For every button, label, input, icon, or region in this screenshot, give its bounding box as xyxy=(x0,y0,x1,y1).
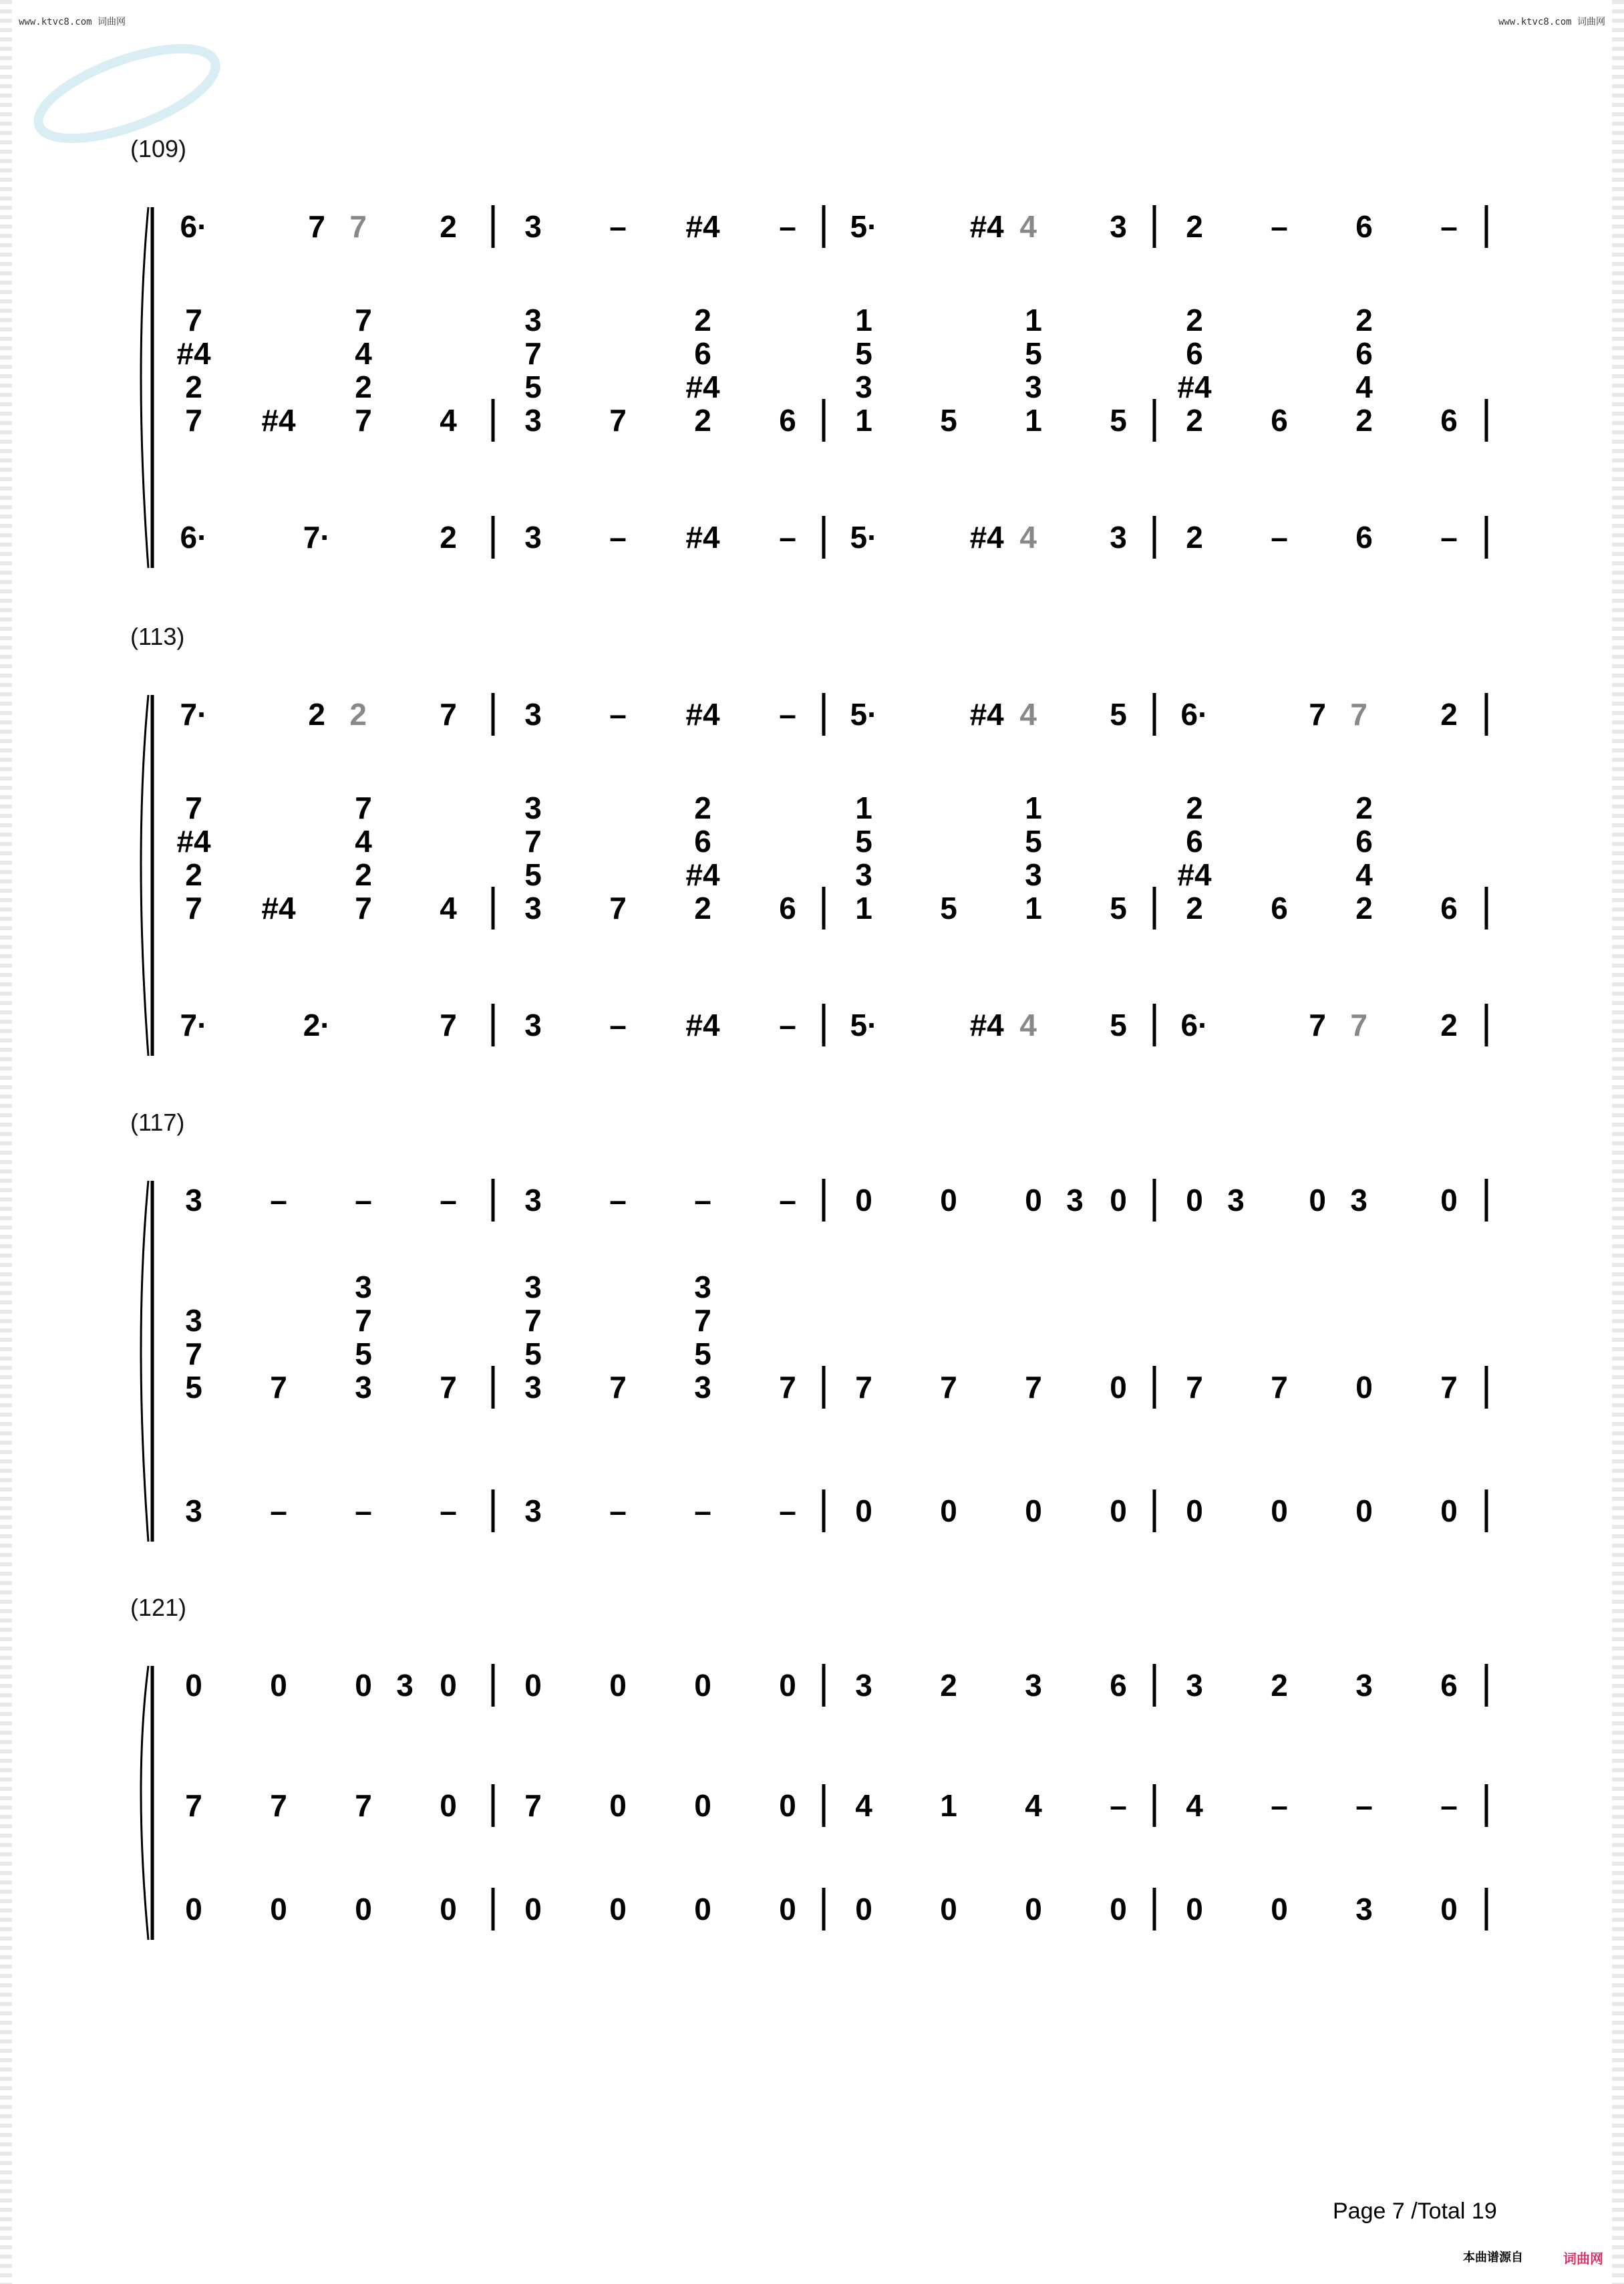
note: 3 xyxy=(1110,520,1127,555)
chord-note: 3 xyxy=(1025,370,1042,404)
chord-note: 5 xyxy=(1025,824,1042,859)
chord-note: 5 xyxy=(524,370,542,404)
note: 0 xyxy=(270,1892,287,1926)
note: 3 xyxy=(185,1493,202,1528)
chord-note: 3 xyxy=(855,370,872,404)
chord-note: 3 xyxy=(524,1270,542,1304)
chord-note: 2 xyxy=(185,370,202,404)
chord-note: 1 xyxy=(1025,791,1042,825)
chord-note: 4 xyxy=(1355,857,1373,892)
note: 5 xyxy=(1110,1008,1127,1042)
note: 2 xyxy=(1440,1008,1458,1042)
note: 4 xyxy=(1025,1788,1042,1823)
note: 7 xyxy=(1350,697,1367,732)
chord-note: 7 xyxy=(524,824,542,859)
chord-note: 3 xyxy=(524,403,542,438)
measure-number: (109) xyxy=(130,135,187,162)
chord-note: 1 xyxy=(1025,891,1042,925)
note: 6 xyxy=(1110,1668,1127,1703)
note: 0 xyxy=(609,1668,627,1703)
note: – xyxy=(1271,209,1288,244)
note: 5· xyxy=(850,520,878,555)
chord-note: 1 xyxy=(1025,303,1042,337)
note: 7 xyxy=(1025,1370,1042,1405)
chord-note: 6 xyxy=(694,336,711,371)
note: 0 xyxy=(355,1668,372,1703)
note: – xyxy=(1271,1788,1288,1823)
note: #4 xyxy=(969,697,1004,732)
note: – xyxy=(1271,520,1288,555)
header-site-right: www.ktvc8.com 词曲网 xyxy=(1498,17,1605,27)
chord-note: #4 xyxy=(1177,370,1212,404)
note: 3 xyxy=(1110,209,1127,244)
note: 2 xyxy=(1440,697,1458,732)
note: 7 xyxy=(440,697,457,732)
note: – xyxy=(609,1008,627,1042)
note: 2 xyxy=(1186,209,1203,244)
note: #4 xyxy=(685,697,720,732)
note: 0 xyxy=(440,1668,457,1703)
chord-note: 2 xyxy=(1186,791,1203,825)
note: – xyxy=(609,1183,627,1218)
note: #4 xyxy=(261,403,296,438)
system-brace xyxy=(141,1181,148,1542)
note: 0 xyxy=(440,1788,457,1823)
chord-note: 5 xyxy=(855,824,872,859)
note: – xyxy=(694,1493,711,1528)
note: 0 xyxy=(1186,1493,1203,1528)
note: 6 xyxy=(1271,403,1288,438)
note: 2 xyxy=(1271,1668,1288,1703)
chord-note: 7 xyxy=(355,403,372,438)
chord-note: 3 xyxy=(694,1270,711,1304)
note: – xyxy=(609,697,627,732)
note: 7 xyxy=(1309,1008,1326,1042)
chord-note: 2 xyxy=(694,403,711,438)
note: – xyxy=(355,1493,372,1528)
note: – xyxy=(779,1008,796,1042)
note: 0 xyxy=(1025,1183,1042,1218)
note: 3 xyxy=(524,697,542,732)
chord-note: 6 xyxy=(1355,336,1373,371)
chord-note: #4 xyxy=(1177,857,1212,892)
note: – xyxy=(1110,1788,1127,1823)
note: #4 xyxy=(685,1008,720,1042)
chord-note: 7 xyxy=(355,791,372,825)
note: 0 xyxy=(1440,1493,1458,1528)
note: 4 xyxy=(1019,1008,1037,1042)
note: 0 xyxy=(940,1183,957,1218)
note: 6 xyxy=(1440,891,1458,925)
note: 3 xyxy=(524,520,542,555)
chord-note: 2 xyxy=(1355,403,1373,438)
note: 0 xyxy=(609,1788,627,1823)
chord-note: 5 xyxy=(694,1336,711,1371)
note: 0 xyxy=(779,1668,796,1703)
chord-note: 2 xyxy=(185,857,202,892)
chord-note: 7 xyxy=(524,1303,542,1338)
note: 6· xyxy=(1180,1008,1208,1042)
chord-note: 5 xyxy=(1025,336,1042,371)
note: 3 xyxy=(1350,1183,1367,1218)
chord-note: 2 xyxy=(1186,403,1203,438)
chord-note: 7 xyxy=(185,1336,202,1371)
chord-note: 5 xyxy=(855,336,872,371)
note: 7· xyxy=(303,520,331,555)
note: 0 xyxy=(1186,1892,1203,1926)
note: 3 xyxy=(396,1668,414,1703)
note: 0 xyxy=(1025,1892,1042,1926)
note: 3 xyxy=(855,1668,872,1703)
note: 0 xyxy=(609,1892,627,1926)
note: 7· xyxy=(180,697,208,732)
note: 0 xyxy=(779,1788,796,1823)
note: 4 xyxy=(855,1788,872,1823)
measure-number: (117) xyxy=(130,1109,185,1136)
chord-note: 1 xyxy=(855,791,872,825)
chord-note: #4 xyxy=(685,370,720,404)
note: 7 xyxy=(1440,1370,1458,1405)
note: 3 xyxy=(1355,1668,1373,1703)
chord-note: 3 xyxy=(1025,857,1042,892)
system-brace xyxy=(141,1666,148,1940)
note: 6· xyxy=(180,520,208,555)
note: 3 xyxy=(524,1493,542,1528)
chord-note: 7 xyxy=(355,891,372,925)
note: 0 xyxy=(524,1892,542,1926)
chord-note: 1 xyxy=(855,303,872,337)
note: 3 xyxy=(524,1008,542,1042)
chord-note: 1 xyxy=(855,403,872,438)
note: 4 xyxy=(1186,1788,1203,1823)
note: #4 xyxy=(969,209,1004,244)
note: 2 xyxy=(349,697,367,732)
chord-note: 2 xyxy=(355,857,372,892)
note: 3 xyxy=(1355,1892,1373,1926)
note: 0 xyxy=(1186,1183,1203,1218)
note: 0 xyxy=(1440,1183,1458,1218)
note: 5 xyxy=(1110,891,1127,925)
note: 1 xyxy=(940,1788,957,1823)
chord-note: 3 xyxy=(524,1370,542,1405)
note: 7 xyxy=(1350,1008,1367,1042)
chord-note: 5 xyxy=(524,1336,542,1371)
note: 3 xyxy=(524,209,542,244)
note: 0 xyxy=(1271,1892,1288,1926)
note: – xyxy=(440,1183,457,1218)
note: 6· xyxy=(180,209,208,244)
chord-note: 5 xyxy=(524,857,542,892)
chord-note: 3 xyxy=(524,303,542,337)
chord-note: 2 xyxy=(694,891,711,925)
note: 7 xyxy=(355,1788,372,1823)
chord-note: 6 xyxy=(694,824,711,859)
note: 0 xyxy=(185,1892,202,1926)
note: 7 xyxy=(185,1788,202,1823)
note: 3 xyxy=(524,1183,542,1218)
note: 0 xyxy=(940,1493,957,1528)
chord-note: 2 xyxy=(1355,791,1373,825)
note: – xyxy=(609,1493,627,1528)
note: 6 xyxy=(1440,1668,1458,1703)
note: 0 xyxy=(1271,1493,1288,1528)
note: 4 xyxy=(440,891,457,925)
note: 2 xyxy=(440,209,457,244)
chord-note: 7 xyxy=(185,303,202,337)
note: 3 xyxy=(185,1183,202,1218)
chord-note: 5 xyxy=(185,1370,202,1405)
chord-note: 3 xyxy=(524,791,542,825)
chord-note: 4 xyxy=(355,824,372,859)
note: 6 xyxy=(1355,209,1373,244)
note: 7 xyxy=(440,1370,457,1405)
chord-note: 2 xyxy=(1355,891,1373,925)
note: 0 xyxy=(185,1668,202,1703)
header-site-left: www.ktvc8.com 词曲网 xyxy=(19,17,126,27)
chord-note: 1 xyxy=(855,891,872,925)
note: 0 xyxy=(270,1668,287,1703)
chord-note: 3 xyxy=(694,1370,711,1405)
note: 4 xyxy=(1019,209,1037,244)
note: 2· xyxy=(303,1008,331,1042)
source-prefix: 本曲谱源自 xyxy=(1463,2251,1523,2264)
note: 7 xyxy=(609,1370,627,1405)
chord-note: 3 xyxy=(355,1270,372,1304)
note: – xyxy=(440,1493,457,1528)
chord-note: 3 xyxy=(355,1370,372,1405)
note: – xyxy=(779,209,796,244)
chord-note: 2 xyxy=(694,791,711,825)
note: – xyxy=(694,1183,711,1218)
chord-note: 2 xyxy=(1186,891,1203,925)
chord-note: #4 xyxy=(685,857,720,892)
note: 7 xyxy=(349,209,367,244)
chord-note: 2 xyxy=(355,370,372,404)
note: – xyxy=(779,697,796,732)
note: – xyxy=(609,520,627,555)
chord-note: 3 xyxy=(855,857,872,892)
note: 4 xyxy=(1019,697,1037,732)
note: 0 xyxy=(855,1493,872,1528)
note: 2 xyxy=(940,1668,957,1703)
note: 0 xyxy=(1110,1892,1127,1926)
note: 0 xyxy=(1110,1370,1127,1405)
note: 0 xyxy=(855,1892,872,1926)
chord-note: 6 xyxy=(1186,336,1203,371)
note: 3 xyxy=(1066,1183,1084,1218)
chord-note: 7 xyxy=(694,1303,711,1338)
note: 4 xyxy=(440,403,457,438)
note: 7 xyxy=(609,891,627,925)
page-indicator: Page 7 /Total 19 xyxy=(1333,2198,1497,2224)
note: 5· xyxy=(850,1008,878,1042)
note: 7 xyxy=(779,1370,796,1405)
note: 0 xyxy=(694,1668,711,1703)
note: – xyxy=(270,1493,287,1528)
note: 0 xyxy=(940,1892,957,1926)
chord-note: 4 xyxy=(1355,370,1373,404)
note: – xyxy=(270,1183,287,1218)
note: – xyxy=(1355,1788,1373,1823)
note: 7· xyxy=(180,1008,208,1042)
note: 0 xyxy=(1355,1370,1373,1405)
note: 0 xyxy=(694,1892,711,1926)
note: 0 xyxy=(779,1892,796,1926)
note: 2 xyxy=(1186,520,1203,555)
source-brand: 词曲网 xyxy=(1563,2252,1603,2267)
note: #4 xyxy=(685,209,720,244)
note: 5 xyxy=(1110,697,1127,732)
note: 0 xyxy=(1025,1493,1042,1528)
chord-note: 6 xyxy=(1355,824,1373,859)
note: 5· xyxy=(850,697,878,732)
note: 6 xyxy=(779,891,796,925)
note: 5 xyxy=(1110,403,1127,438)
note: 3 xyxy=(1227,1183,1245,1218)
note: 4 xyxy=(1019,520,1037,555)
note: #4 xyxy=(969,520,1004,555)
note: 5 xyxy=(940,403,957,438)
note: 7 xyxy=(855,1370,872,1405)
measure-number: (113) xyxy=(130,623,185,650)
chord-note: 2 xyxy=(694,303,711,337)
note: – xyxy=(779,1183,796,1218)
note: 7 xyxy=(1186,1370,1203,1405)
note: 3 xyxy=(1186,1668,1203,1703)
note: 0 xyxy=(440,1892,457,1926)
note: – xyxy=(355,1183,372,1218)
system-brace xyxy=(141,695,148,1056)
note: 0 xyxy=(855,1183,872,1218)
note: – xyxy=(1440,209,1458,244)
note: 6· xyxy=(1180,697,1208,732)
note: – xyxy=(779,1493,796,1528)
chord-note: 7 xyxy=(355,1303,372,1338)
note: 7 xyxy=(940,1370,957,1405)
chord-note: #4 xyxy=(176,824,211,859)
note: 2 xyxy=(308,697,325,732)
note: – xyxy=(779,520,796,555)
note: 6 xyxy=(1271,891,1288,925)
note: 0 xyxy=(1110,1183,1127,1218)
chord-note: 1 xyxy=(1025,403,1042,438)
chord-note: #4 xyxy=(176,336,211,371)
measure-number: (121) xyxy=(130,1594,187,1621)
note: 5· xyxy=(850,209,878,244)
chord-note: 3 xyxy=(524,891,542,925)
chord-note: 4 xyxy=(355,336,372,371)
note: 5 xyxy=(940,891,957,925)
note: 6 xyxy=(779,403,796,438)
chord-note: 2 xyxy=(1186,303,1203,337)
note: – xyxy=(1440,1788,1458,1823)
note: 0 xyxy=(1440,1892,1458,1926)
chord-note: 6 xyxy=(1186,824,1203,859)
note: 7 xyxy=(609,403,627,438)
note: 7 xyxy=(270,1370,287,1405)
note: 7 xyxy=(440,1008,457,1042)
note: 6 xyxy=(1440,403,1458,438)
chord-note: 2 xyxy=(1355,303,1373,337)
note: 0 xyxy=(1110,1493,1127,1528)
note: 0 xyxy=(524,1668,542,1703)
note: 7 xyxy=(1309,697,1326,732)
note: 0 xyxy=(1309,1183,1326,1218)
chord-note: 7 xyxy=(185,891,202,925)
chord-note: 3 xyxy=(185,1303,202,1338)
note: 7 xyxy=(1271,1370,1288,1405)
note: 7 xyxy=(270,1788,287,1823)
note: #4 xyxy=(261,891,296,925)
note: 0 xyxy=(355,1892,372,1926)
chord-note: 7 xyxy=(185,791,202,825)
chord-note: 7 xyxy=(524,336,542,371)
note: 0 xyxy=(694,1788,711,1823)
note: 2 xyxy=(440,520,457,555)
note: 7 xyxy=(524,1788,542,1823)
system-brace xyxy=(141,207,148,568)
note: – xyxy=(1440,520,1458,555)
note: #4 xyxy=(969,1008,1004,1042)
note: – xyxy=(609,209,627,244)
chord-note: 7 xyxy=(185,403,202,438)
note: 3 xyxy=(1025,1668,1042,1703)
note: 0 xyxy=(1355,1493,1373,1528)
chord-note: 5 xyxy=(355,1336,372,1371)
note: 7 xyxy=(308,209,325,244)
chord-note: 7 xyxy=(355,303,372,337)
note: #4 xyxy=(685,520,720,555)
note: 6 xyxy=(1355,520,1373,555)
